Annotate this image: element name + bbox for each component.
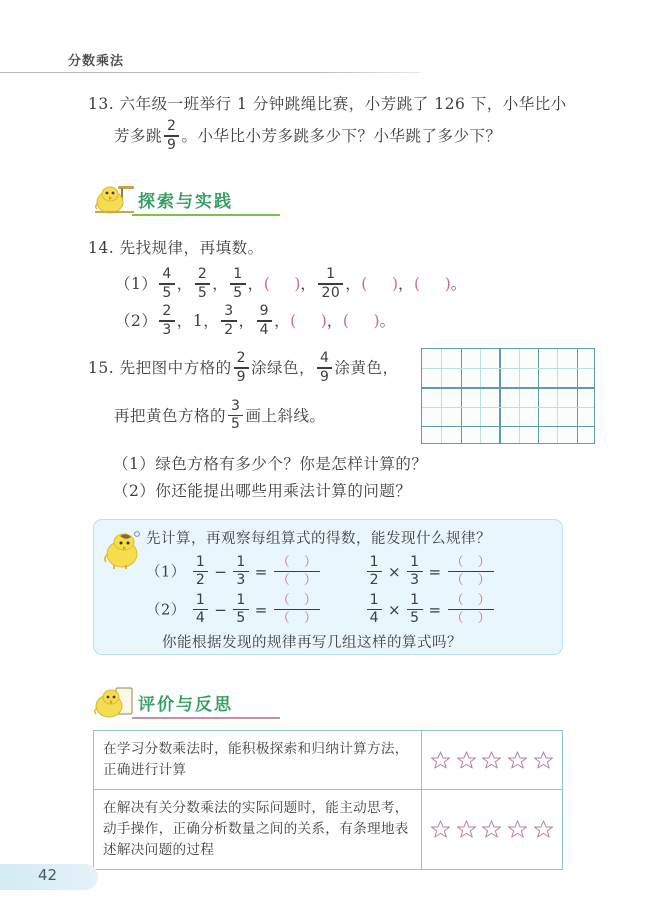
answer-fraction-blank[interactable]: [448, 555, 495, 588]
star-icon[interactable]: [456, 819, 477, 840]
equals-sign: =: [254, 600, 268, 619]
problem-15-sub-2: （2）你还能提出哪些用乘法计算的问题？: [113, 482, 412, 500]
section-explore-underline: [132, 214, 280, 216]
answer-blank[interactable]: ( ): [342, 312, 380, 330]
problem-15-line-2: [88, 400, 428, 434]
problem-14-sequence-2: [115, 305, 625, 339]
equals-sign: =: [254, 562, 268, 581]
chick-thinking-icon: [100, 528, 146, 572]
problem-13-text-a: 六年级一班举行 1 分钟跳绳比赛，小芳跳了 126 下，小华比小: [119, 95, 567, 113]
sequence-2-end: 。: [379, 312, 396, 330]
fraction-denominator: 4: [195, 610, 206, 627]
fraction-numerator: 1: [326, 266, 336, 283]
fraction-2-5: [195, 267, 210, 300]
fraction-denominator: （ ）: [276, 573, 318, 589]
star-icon[interactable]: [430, 819, 451, 840]
problem-13-number: 13.: [88, 95, 115, 113]
fraction-denominator: 5: [236, 610, 246, 627]
grid-line-vertical: [538, 349, 539, 443]
problem-13-text-c: 。小华比小芳多跳多少下？小华跳了多少下？: [181, 127, 502, 145]
fraction-denominator: （ ）: [450, 573, 492, 589]
equation-1-right: [365, 554, 497, 589]
fraction-denominator: 5: [410, 610, 420, 627]
fraction-denominator: 5: [162, 284, 172, 301]
problem-14: [88, 232, 608, 264]
sequence-2-items: $\frac{2}{3}$ ，1， $\frac{3}{2}$ ， $\frac{9}{4}$ ，( )，( ): [157, 312, 379, 330]
fraction-2-9-green: $\frac{2}{9}$: [234, 351, 249, 384]
fraction-denominator: 20: [321, 284, 341, 301]
star-rating: [421, 731, 562, 789]
fraction-1-5: [233, 593, 248, 626]
fraction-1-5: [230, 267, 245, 300]
activity-closing: 你能根据发现的规律再写几组这样的算式吗？: [162, 635, 462, 651]
star-icon[interactable]: [507, 819, 528, 840]
operator: −: [214, 600, 228, 619]
running-header: [0, 50, 420, 76]
grid-line-vertical: [577, 349, 578, 443]
grid-line-vertical: [461, 349, 462, 443]
problem-13-line-2: [88, 120, 608, 154]
fraction-numerator: （ ）: [450, 555, 492, 570]
fraction-numerator: 1: [369, 592, 379, 608]
fraction-numerator: 1: [233, 266, 243, 283]
fraction-denominator: 2: [369, 572, 379, 589]
problem-15-line-1: [88, 352, 428, 386]
activity-row-1: [146, 556, 496, 589]
equation-2-right: [365, 592, 497, 627]
fraction-3-2: [221, 304, 236, 337]
fraction-denominator: 2: [195, 572, 206, 589]
fraction-denominator: 3: [162, 321, 172, 338]
problem-15-text-e: 画上斜线。: [245, 406, 326, 425]
fraction-numerator: 3: [224, 303, 234, 320]
fraction-numerator: （ ）: [450, 593, 492, 608]
sequence-integer: 1: [192, 312, 204, 330]
eval-criterion-text: 在学习分数乘法时，能积极探索和归纳计算方法，正确进行计算: [103, 741, 409, 778]
equals-sign: =: [428, 600, 442, 619]
fraction-denominator: （ ）: [450, 611, 492, 627]
star-icon[interactable]: [533, 750, 554, 771]
fraction-denominator: 3: [236, 572, 246, 589]
problem-15: [88, 352, 428, 433]
sequence-1-end: 。: [450, 275, 467, 293]
star-icon[interactable]: [430, 750, 451, 771]
grid-line-vertical: [480, 349, 481, 443]
fraction-1-3: [407, 555, 422, 588]
table-row: [94, 790, 562, 869]
fraction-numerator: （ ）: [276, 555, 318, 570]
grid-line-vertical: [499, 349, 500, 443]
problem-13: [88, 88, 608, 154]
fraction-3-5: $\frac{3}{5}$: [228, 399, 243, 432]
square-grid-figure: [421, 348, 595, 444]
answer-fraction-blank[interactable]: [274, 593, 321, 626]
header-title: 分数乘法: [68, 54, 125, 69]
activity-row-2: [146, 594, 496, 627]
activity-box: [93, 519, 563, 655]
eval-criterion-text: 在解决有关分数乘法的实际问题时，能主动思考，动手操作，正确分析数量之间的关系，有条理地表述解决问题的过程: [103, 800, 409, 858]
answer-fraction-blank[interactable]: [274, 555, 321, 588]
fraction-numerator: 2: [162, 303, 172, 320]
answer-blank[interactable]: ( ): [361, 275, 399, 293]
problem-15-text-d: 再把黄色方格的: [114, 406, 227, 425]
header-rule: [0, 72, 420, 73]
fraction-numerator: 1: [236, 554, 246, 570]
fraction-numerator: （ ）: [276, 593, 318, 608]
problem-15-text-c: 涂黄色，: [334, 359, 399, 377]
fraction-denominator: 4: [259, 321, 270, 338]
fraction-numerator: 1: [195, 592, 206, 608]
problem-13-text-b: 芳多跳: [114, 127, 163, 145]
section-reflect-underline: [132, 717, 280, 719]
table-row: [94, 731, 562, 790]
fraction-denominator: 5: [233, 284, 243, 301]
fraction-numerator: 1: [195, 554, 206, 570]
fraction-4-5: [159, 267, 174, 300]
fraction-9-4: [257, 304, 272, 337]
activity-prompt: 先计算，再观察每组算式的得数，能发现什么规律？: [146, 531, 491, 547]
fraction-denominator: 3: [410, 572, 420, 589]
star-icon[interactable]: [507, 750, 528, 771]
star-icon[interactable]: [481, 819, 502, 840]
section-explore-label: 探索与实践: [138, 192, 233, 212]
section-heading-explore: [92, 185, 312, 219]
fraction-bar: [448, 571, 495, 572]
problem-14-title-line: [88, 232, 608, 264]
activity-row-2-label: （2）: [146, 602, 186, 619]
answer-fraction-blank[interactable]: [448, 593, 495, 626]
star-icon[interactable]: [456, 750, 477, 771]
section-heading-reflect: [92, 688, 312, 722]
problem-15-text-a: 先把图中方格的: [119, 359, 232, 377]
problem-15-number: 15.: [88, 359, 115, 377]
fraction-1-5: [407, 593, 422, 626]
fraction-2-3: [159, 304, 174, 337]
answer-blank[interactable]: ( ): [290, 312, 327, 330]
fraction-1-3: [233, 555, 248, 588]
fraction-numerator: 1: [369, 554, 379, 570]
grid-line-horizontal: [422, 407, 594, 408]
equation-1-left: [191, 554, 323, 589]
grid-line-horizontal: [422, 368, 594, 369]
grid-line-horizontal: [422, 387, 594, 388]
star-icon[interactable]: [481, 750, 502, 771]
fraction-denominator: 5: [197, 284, 208, 301]
problem-15-text-b: 涂绿色，: [251, 359, 316, 377]
grid-line-vertical: [441, 349, 442, 443]
fraction-bar: [274, 571, 321, 572]
chick-book-icon: [92, 686, 136, 720]
fraction-numerator: 1: [410, 592, 420, 608]
star-icon[interactable]: [533, 819, 554, 840]
fraction-numerator: 9: [259, 303, 270, 320]
fraction-numerator: 1: [236, 592, 246, 608]
operator: ×: [388, 600, 402, 619]
problem-14-title: 先找规律，再填数。: [119, 239, 264, 257]
fraction-1-20: [318, 267, 343, 300]
operator: ×: [388, 562, 402, 581]
fraction-bar: [274, 609, 321, 610]
star-rating: [421, 790, 562, 869]
fraction-denominator: 2: [224, 321, 234, 338]
evaluation-table: [93, 730, 563, 870]
fraction-denominator: （ ）: [276, 611, 318, 627]
operator: −: [214, 562, 228, 581]
section-reflect-label: 评价与反思: [138, 695, 233, 715]
fraction-1-2: [367, 555, 382, 588]
grid-line-vertical: [557, 349, 558, 443]
fraction-4-9-yellow: $\frac{4}{9}$: [317, 351, 332, 384]
sequence-1-label: （1）: [115, 275, 158, 293]
fraction-numerator: 4: [162, 266, 172, 283]
fraction-1-4: [193, 593, 208, 626]
problem-15-sub-1: （1）绿色方格有多少个？你是怎样计算的？: [113, 455, 428, 473]
fraction-bar: [448, 609, 495, 610]
fraction-2-9: $\frac{2}{9}$: [164, 119, 179, 152]
activity-row-1-label: （1）: [146, 564, 186, 581]
sequence-2-label: （2）: [115, 312, 158, 330]
equals-sign: =: [428, 562, 442, 581]
problem-13-line-1: [88, 88, 608, 120]
answer-blank[interactable]: ( ): [414, 275, 451, 293]
answer-blank[interactable]: ( ): [263, 275, 301, 293]
grid-line-horizontal: [422, 426, 594, 427]
fraction-1-2: [193, 555, 208, 588]
problem-14-sequence-1: [115, 268, 625, 302]
grid-line-vertical: [519, 349, 520, 443]
chick-icon: [92, 183, 136, 217]
problem-14-number: 14.: [88, 239, 115, 257]
sequence-1-items: $\frac{4}{5}$ ， $\frac{2}{5}$ ， $\frac{1}{5}$ ，( )， $\frac{1}{20}$ ，( )，( ): [157, 275, 450, 293]
page-number: 42: [38, 866, 58, 884]
fraction-numerator: 2: [197, 266, 208, 283]
fraction-numerator: 1: [410, 554, 420, 570]
fraction-1-4: [367, 593, 382, 626]
fraction-denominator: 4: [369, 610, 379, 627]
equation-2-left: [191, 592, 323, 627]
